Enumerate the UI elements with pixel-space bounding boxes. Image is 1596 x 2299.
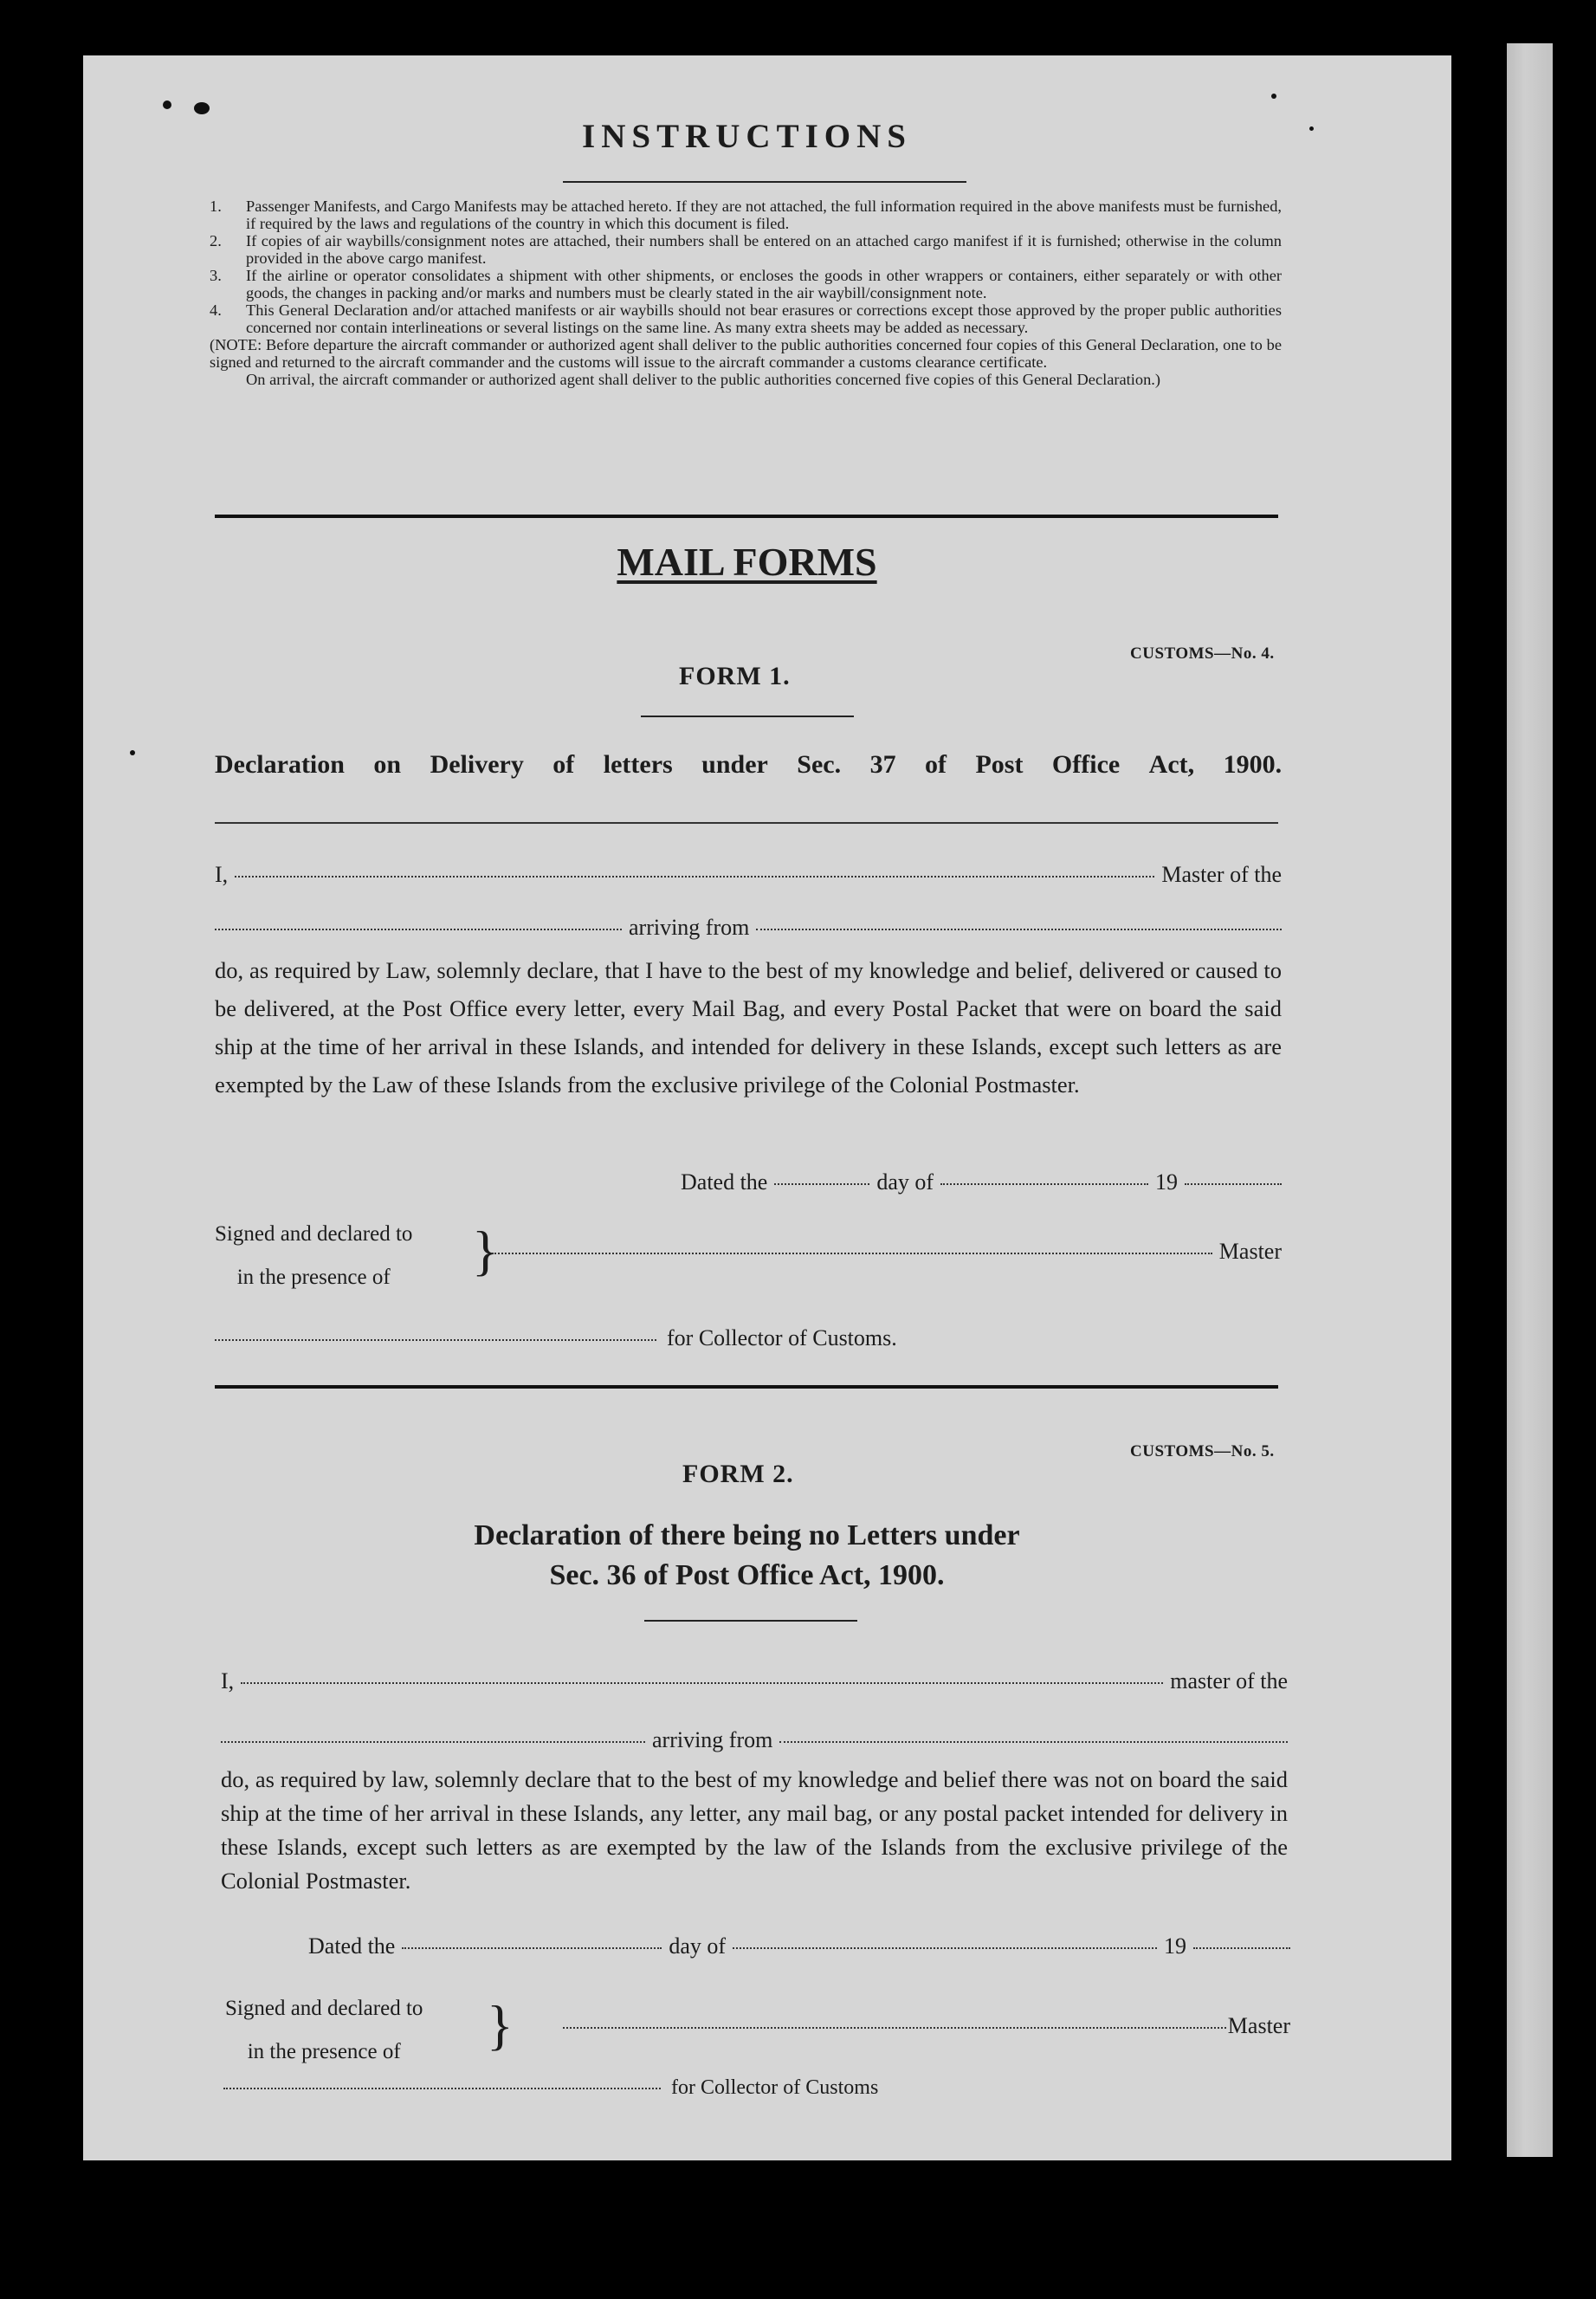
- arriving-from-label: arriving from: [629, 915, 750, 940]
- form-title-rule: [641, 716, 854, 717]
- instruction-item: [210, 301, 1282, 336]
- month-field[interactable]: [940, 1183, 1148, 1185]
- form-divider: [215, 1385, 1278, 1389]
- i-label: I,: [221, 1668, 235, 1693]
- dated-the-label: Dated the: [308, 1933, 396, 1959]
- form1-collector-line: [215, 1325, 960, 1351]
- origin-field[interactable]: [756, 929, 1282, 930]
- instruction-text: This General Declaration and/or attached manifests or air waybills should not bear erasures or corrections except those approved by the proper public authorities concerned nor contain interlineations or several listings on the same line. As many extra sheets may be added as necessary.: [246, 301, 1282, 336]
- form2-declaration-body: do, as required by law, solemnly declare that to the best of my knowledge and belief there was not on board the said ship at the time of her arrival in these Islands, any letter, any mail bag, or any postal packet intended for delivery in these Islands, except such letters as are exempted by the law of the Islands from the exclusive privilege of the Colonial Postmaster.: [221, 1766, 1288, 1894]
- form1-master-line: [492, 1239, 1282, 1265]
- scan-speck: [194, 102, 210, 114]
- master-name-field[interactable]: [241, 1682, 1163, 1684]
- master-name-field[interactable]: [235, 876, 1154, 878]
- dated-the-label: Dated the: [681, 1169, 768, 1195]
- mail-forms-title: MAIL FORMS: [617, 540, 877, 584]
- form-title-rule: [644, 1620, 857, 1622]
- instruction-number: 4.: [210, 301, 222, 319]
- section-divider: [215, 515, 1278, 518]
- brace: }: [487, 1994, 514, 2056]
- heading-word: of: [552, 750, 575, 779]
- witness-signature-field[interactable]: [223, 2088, 661, 2089]
- instructions-rule: [563, 181, 966, 183]
- heading-word: Act,: [1148, 750, 1195, 779]
- master-signature-field[interactable]: [492, 1253, 1212, 1254]
- master-of-label: Master of the: [1161, 862, 1282, 887]
- presence-line: in the presence of: [247, 2040, 401, 2063]
- signed-line: Signed and declared to: [225, 1997, 423, 2020]
- brace: }: [472, 1220, 499, 1281]
- instructions-list: [210, 198, 1282, 388]
- day-of-label: day of: [669, 1933, 727, 1959]
- ship-name-field[interactable]: [221, 1741, 645, 1743]
- day-field[interactable]: [774, 1183, 869, 1185]
- heading-word: 1900.: [1223, 750, 1283, 779]
- master-label: Master: [1227, 2013, 1290, 2038]
- instruction-item: [210, 267, 1282, 301]
- form2-master-line: [563, 2013, 1290, 2039]
- heading-word: letters: [603, 750, 673, 779]
- instruction-item: [210, 198, 1282, 232]
- ship-name-field[interactable]: [215, 929, 622, 930]
- instruction-number: 1.: [210, 198, 222, 215]
- form1-name-line: [215, 862, 1282, 888]
- year-field[interactable]: [1185, 1183, 1282, 1185]
- scan-speck: [1271, 94, 1276, 99]
- collector-label: for Collector of Customs: [671, 2076, 879, 2099]
- form2-name-line: [221, 1668, 1288, 1694]
- instructions-title: INSTRUCTIONS: [582, 118, 912, 155]
- arriving-from-label: arriving from: [652, 1727, 773, 1752]
- witness-signature-field[interactable]: [215, 1339, 656, 1341]
- scan-speck: [163, 100, 171, 109]
- heading-word: Office: [1051, 750, 1121, 779]
- heading-word: Post: [975, 750, 1024, 779]
- heading-word: Declaration: [215, 750, 345, 779]
- heading-word: 37: [869, 750, 896, 779]
- form2-dated-line: [308, 1933, 1290, 1959]
- instruction-note-continued: On arrival, the aircraft commander or authorized agent shall deliver to the public authorities concerned five copies of this General Declaration.): [246, 371, 1161, 388]
- form1-declaration-body: do, as required by Law, solemnly declare, that I have to the best of my knowledge and belief, delivered or caused to be delivered, at the Post Office every letter, every Mail Bag, and every Postal Packet that were on board the said ship at the time of her arrival in these Islands, and intended for delivery in these Islands, except such letters as are exempted by the Law of these Islands from the exclusive privilege of the Colonial Postmaster.: [215, 957, 1282, 1098]
- signed-line: Signed and declared to: [215, 1222, 413, 1246]
- scan-speck: [130, 750, 135, 755]
- day-field[interactable]: [402, 1947, 662, 1949]
- presence-line: in the presence of: [236, 1266, 391, 1289]
- origin-field[interactable]: [779, 1741, 1288, 1743]
- customs-number: CUSTOMS—No. 5.: [1130, 1442, 1275, 1460]
- master-label: Master: [1218, 1239, 1282, 1264]
- heading-word: on: [373, 750, 402, 779]
- form1-dated-line: [681, 1169, 1282, 1195]
- collector-label: for Collector of Customs.: [667, 1325, 897, 1350]
- form2-declaration-heading-line2: Sec. 36 of Post Office Act, 1900.: [549, 1559, 945, 1591]
- form2-declaration-heading-line1: Declaration of there being no Letters under: [474, 1519, 1020, 1551]
- form2-signed-label: [225, 1987, 423, 2074]
- instruction-text: If copies of air waybills/consignment notes are attached, their numbers shall be entered on an attached cargo manifest if it is furnished; otherwise in the column provided in the above cargo manifest.: [246, 232, 1282, 267]
- heading-underline: [215, 822, 1278, 824]
- month-field[interactable]: [733, 1947, 1157, 1949]
- form1-signed-label: [215, 1213, 412, 1299]
- adjacent-page-edge: [1507, 43, 1553, 2157]
- instruction-item: [210, 232, 1282, 267]
- form-title: FORM 2.: [682, 1460, 794, 1488]
- year-prefix: 19: [1164, 1933, 1187, 1959]
- customs-number: CUSTOMS—No. 4.: [1130, 644, 1275, 663]
- master-of-label: master of the: [1170, 1668, 1288, 1693]
- heading-word: under: [701, 750, 768, 779]
- form-title: FORM 1.: [679, 662, 791, 690]
- master-signature-field[interactable]: [563, 2027, 1226, 2029]
- instruction-number: 3.: [210, 267, 222, 284]
- i-label: I,: [215, 862, 229, 887]
- form2-collector-line: [223, 2076, 934, 2100]
- heading-word: Sec.: [797, 750, 842, 779]
- instruction-text: Passenger Manifests, and Cargo Manifests may be attached hereto. If they are not attached, the full information required in the above manifests must be furnished, if required by the laws and regulations of the country in which this document is filed.: [246, 198, 1282, 232]
- year-prefix: 19: [1155, 1169, 1179, 1195]
- instruction-text: If the airline or operator consolidates a shipment with other shipments, or encloses the goods in other wrappers or containers, either separately or with other goods, the changes in packing and/or marks and numbers must be clearly stated in the air waybill/consignment note.: [246, 267, 1282, 301]
- instruction-note: (NOTE: Before departure the aircraft commander or authorized agent shall deliver to the public authorities concerned four copies of this General Declaration, one to be signed and returned to the aircraft commander and the customs will issue to the aircraft commander a customs clearance certificate.: [210, 336, 1282, 371]
- day-of-label: day of: [876, 1169, 934, 1195]
- form2-arriving-line: [221, 1727, 1288, 1753]
- form1-arriving-line: [215, 915, 1282, 941]
- heading-word: Delivery: [430, 750, 524, 779]
- year-field[interactable]: [1193, 1947, 1290, 1949]
- instruction-number: 2.: [210, 232, 222, 249]
- form1-declaration-heading: [215, 750, 1282, 780]
- heading-word: of: [925, 750, 947, 779]
